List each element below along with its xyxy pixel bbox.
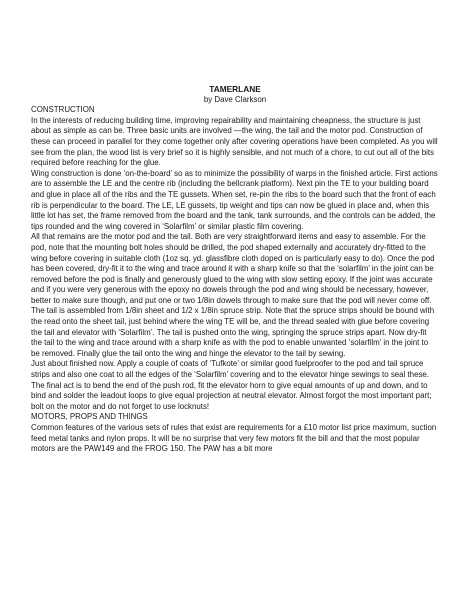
document-body <box>31 84 439 455</box>
section-motors <box>31 412 439 454</box>
document-author: by Dave Clarkson <box>203 94 267 104</box>
paragraph: All that remains are the motor pod and the tail. Both are very straightforward items and easy to assemble. For the pod, note that the mounting bolt holes should be drilled, the pod shaped externally and accurately dry-fitted to the wing before covering in suitable cloth (1oz sq. yd. glassfibre cloth doped on is particularly easy to do). Once the pod has been covered, dry-fit it to the wing and trace around it with a sharp knife so that the ‘solarfilm’ in the joint can be removed before the pod is finally and generously glued to the wing with slow setting epoxy. If the joint was accurate and if you were very generous with the epoxy no dowels through the pod and wing should be necessary, however, better to make sure though, and put one or two 1/8in dowels through to make sure that the pod will never come off. <box>31 232 435 305</box>
section-construction <box>31 105 439 412</box>
paragraph: The tail is assembled from 1/8in sheet and 1/2 x 1/8in spruce strip. Note that the spruce strips should be bound with the read onto the sheet tail, just behind where the wing TE will be, and the thread sealed with glue before covering the tail and elevator with ‘Solarfilm’. The tail is pushed onto the wing, springing the spruce strips apart. Now dry-fit the tail to the wing and trace around with a sharp knife as with the pod to enable unwanted ‘solarfilm’ in the joint to be removed. Finally glue the tail onto the wing and hinge the elevator to the tail by sewing. <box>31 306 435 358</box>
paragraph: Wing construction is done ‘on-the-board’ so as to minimize the possibility of warps in the finished article. First actions are to assemble the LE and the centre rib (including the bellcrank platform). Next pin the TE to your building board and glue in place all of the ribs and the TE gussets. When set, re-pin the ribs to the board such that the front of each rib is perpendicular to the board. The LE, LE gussets, tip weight and tips can now be glued in place and, when this little lot has set, the frame removed from the board and the tank, tank surrounds, and the controls can be added, the tips rounded and the wing covered in ‘Solarfilm’ or similar plastic film covering. <box>31 168 438 231</box>
section-heading: CONSTRUCTION <box>31 105 95 115</box>
section-heading: MOTORS, PROPS AND THINGS <box>31 412 148 422</box>
document-title: TAMERLANE <box>209 84 261 94</box>
paragraph: Just about finished now. Apply a couple of coats of ‘Tufkote’ or similar good fuelproofer to the pod and tail spruce strips and also one coat to all the edges of the ‘Solarfilm’ covering and to the elevator hinge sewings to seal these. The final act is to bend the end of the push rod, fit the elevator horn to give equal amounts of up and down, and to bind and solder the leadout loops to give equal projection at neutral elevator. Almost forgot the most important part; bolt on the motor and do not forget to use locknuts! <box>31 359 432 411</box>
paragraph: Common features of the various sets of rules that exist are requirements for a £10 motor list price maximum, suction feed metal tanks and nylon props. It will be no surprise that very few motors fit the bill and that the most popular motors are the PAW149 and the FROG 150. The PAW has a bit more <box>31 423 437 454</box>
paragraph: In the interests of reducing building time, improving repairability and maintaining cheapness, the structure is just about as simple as can be. Three basic units are involved —the wing, the tail and the motor pod. Construction of these can proceed in parallel for they come together only after covering operations have been completed. As you will see from the plan, the wood list is very brief so it is highly sensible, and not much of a chore, to cut out all of the bits required before reaching for the glue. <box>31 115 438 168</box>
